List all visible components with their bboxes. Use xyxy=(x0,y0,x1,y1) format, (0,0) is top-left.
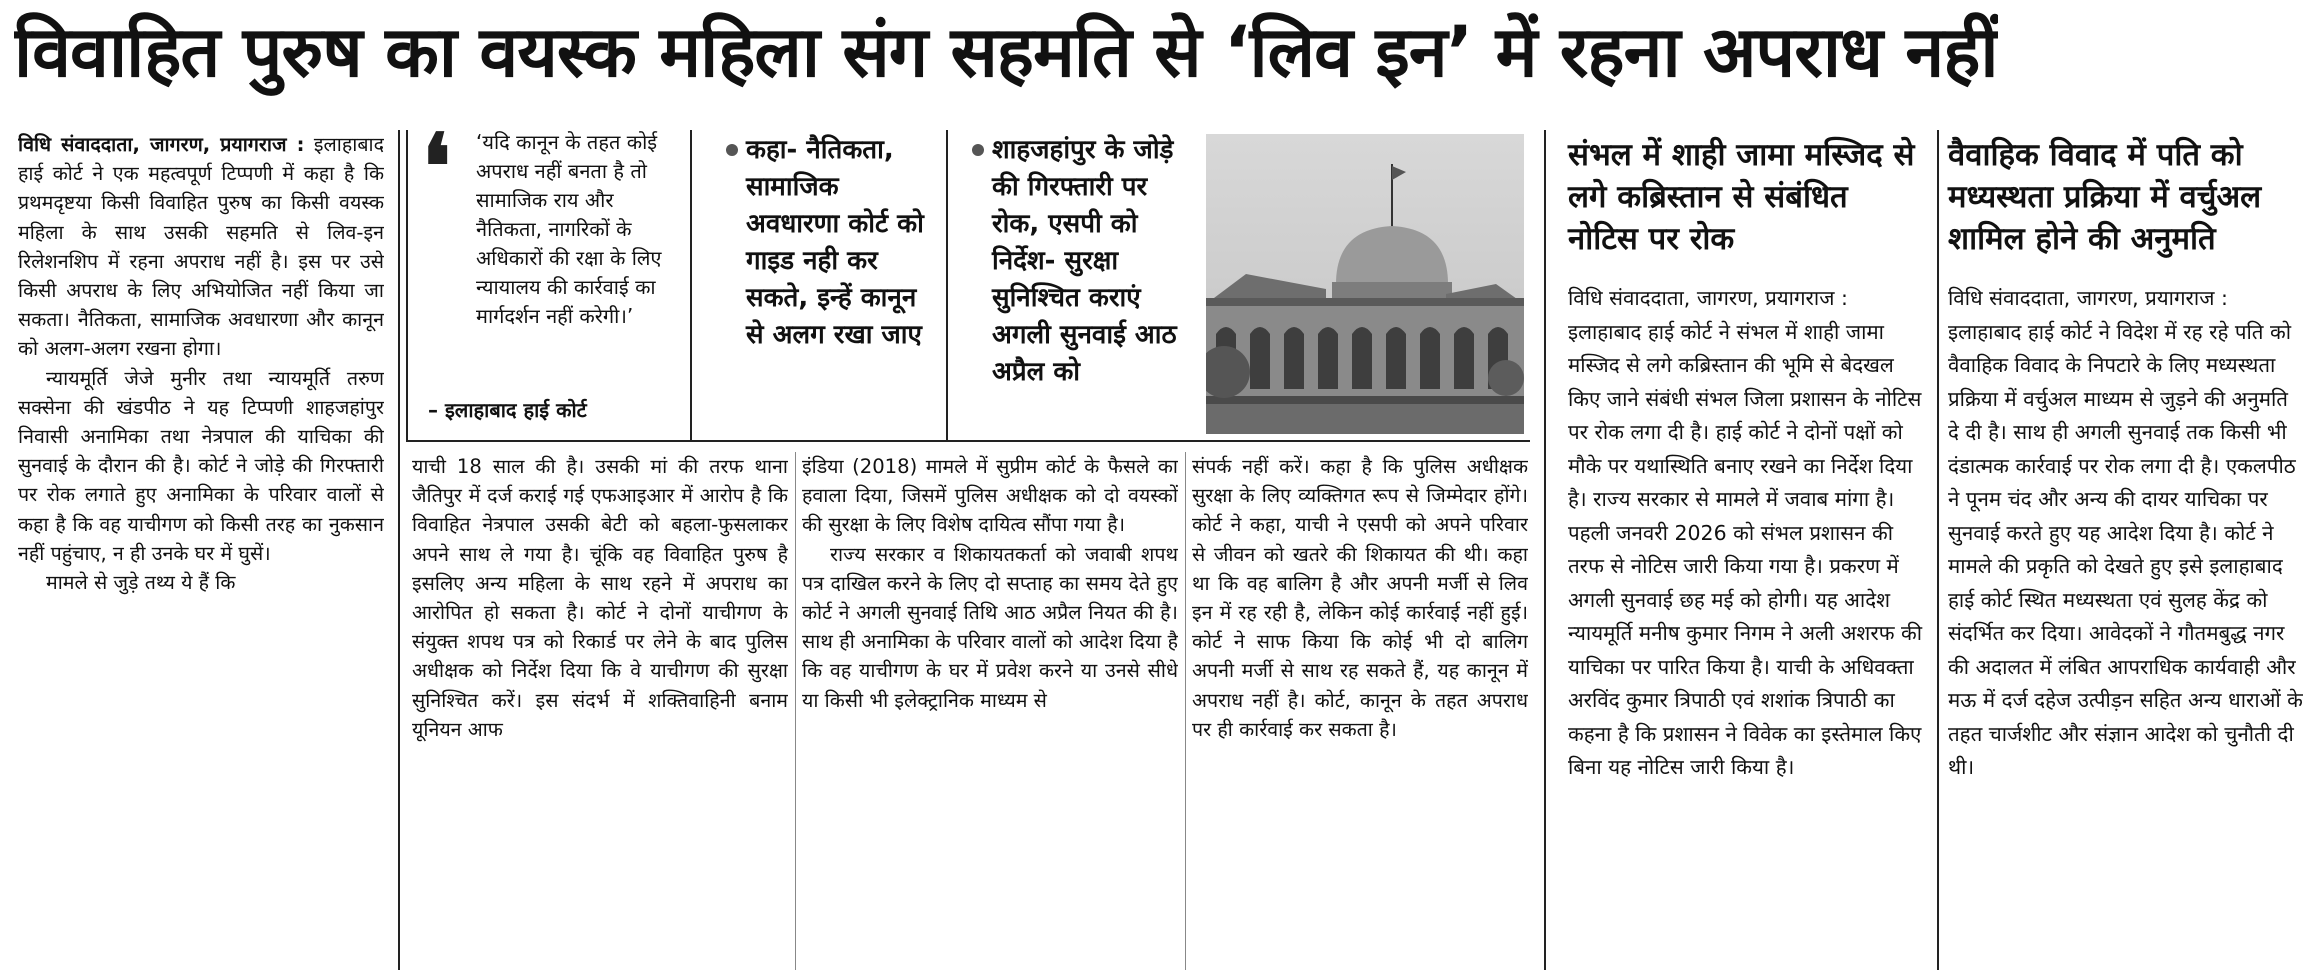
box-divider xyxy=(690,130,692,440)
section-divider xyxy=(1544,130,1546,970)
section-divider xyxy=(1937,130,1939,970)
story-text: विधि संवाददाता, जागरण, प्रयागराज : इलाहाबाद हाई कोर्ट ने विदेश में रह रहे पति को वैवाहिक विवाद के निपटारे के लिए मध्यस्थता प्रक्रिया में वर्चुअल माध्यम से जुड़ने की अनुमति दे दी है। साथ ही अगली सुनवाई तक किसी भी दंडात्मक कार्रवाई पर रोक लगा दी है। एकलपीठ ने पूनम चंद और अन्य की दायर याचिका पर सुनवाई करते हुए यह आदेश दिया है। कोर्ट ने मामले की प्रकृति को देखते हुए इसे इलाहाबाद हाई कोर्ट स्थित मध्यस्थता एवं सुलह केंद्र को संदर्भित कर दिया। आवेदकों ने गौतमबुद्ध नगर की अदालत में लंबित आपराधिक कार्यवाही और मऊ में दर्ज दहेज उत्पीड़न सहित अन्य धाराओं के तहत चार्जशीट और संज्ञान आदेश को चुनौती दी थी। xyxy=(1948,286,2303,779)
article-paragraph-2: न्यायमूर्ति जेजे मुनीर तथा न्यायमूर्ति तरुण सक्सेना की खंडपीठ ने यह टिप्पणी शाहजहांपुर निवासी अनामिका तथा नेत्रपाल की याचिका की सुनवाई के दौरान की है। कोर्ट ने जोड़े की गिरफ्तारी पर रोक लगाते हुए अनामिका के परिवार वालों से कहा है कि वह याचीगण को किसी तरह का नुकसान नहीं पहुंचाए, न ही उनके घर में घुसें। xyxy=(18,366,384,565)
story-body-matrimonial xyxy=(1948,282,2303,975)
article-paragraph: इंडिया (2018) मामले में सुप्रीम कोर्ट के फैसले का हवाला दिया, जिसमें पुलिस अधीक्षक को दो वयस्कों की सुरक्षा के लिए विशेष दायित्व सौंपा गया है। xyxy=(802,455,1178,537)
bullet-dot-icon xyxy=(726,144,738,156)
article-paragraph: संपर्क नहीं करें। कहा है कि पुलिस अधीक्षक सुरक्षा के लिए व्यक्तिगत रूप से जिम्मेदार होंगे। कोर्ट ने कहा, याची ने एसपी को अपने परिवार से जीवन को खतरे की शिकायत की थी। कहा था कि वह बालिग है और अपनी मर्जी से लिव इन में रह रही है, लेकिन कोई कार्रवाई नहीं हुई। कोर्ट ने साफ किया कि कोई भी दो बालिग अपनी मर्जी से साथ रह सकते हैं, यह कानून में अपराध नहीं है। कोर्ट, कानून के तहत अपराध पर ही कार्रवाई कर सकता है। xyxy=(1192,455,1528,741)
article-column-1 xyxy=(18,130,384,975)
box-border-left xyxy=(406,130,408,440)
main-headline: विवाहित पुरुष का वयस्क महिला संग सहमति से ‘लिव इन’ में रहना अपराध नहीं xyxy=(14,11,1998,93)
article-column-2 xyxy=(412,452,788,975)
article-paragraph-3: मामले से जुड़े तथ्य ये हैं कि xyxy=(46,571,236,595)
story-headline-matrimonial: वैवाहिक विवाद में पति को मध्यस्थता प्रक्रिया में वर्चुअल शामिल होने की अनुमति xyxy=(1948,137,2262,257)
quote-mark-icon: ❛ xyxy=(422,114,452,220)
pull-quote xyxy=(412,114,680,436)
quote-source: – इलाहाबाद हाई कोर्ट xyxy=(428,398,587,422)
highlight-bullet-2 xyxy=(992,132,1198,391)
paragraph-text: इलाहाबाद हाई कोर्ट ने एक महत्वपूर्ण टिप्पणी में कहा है कि प्रथमदृष्टया किसी विवाहित पुरुष का किसी वयस्क महिला के साथ उसकी सहमति से लिव-इन रिलेशनशिप में रहना अपराध नहीं है। इस पर उसे किसी अपराध के लिए अभियोजित नहीं किया जा सकता। नैतिकता, सामाजिक अवधारणा और कानून को अलग-अलग रखना होगा। xyxy=(18,133,384,361)
photo-illustration xyxy=(1206,134,1524,434)
article-paragraph: याची 18 साल की है। उसकी मां की तरफ थाना जैतिपुर में दर्ज कराई गई एफआइआर में आरोप है कि विवाहित नेत्रपाल उसकी बेटी को बहला-फुसलाकर अपने साथ ले गया है। चूंकि वह विवाहित पुरुष है इसलिए अन्य महिला के साथ रहने में अपराध का आरोपित हो सकता है। कोर्ट ने दोनों याचीगण के संयुक्त शपथ पत्र को रिकार्ड पर लेने के बाद पुलिस अधीक्षक को निर्देश दिया कि वे याचीगण की सुरक्षा सुनिश्चित करें। इस संदर्भ में शक्तिवाहिनी बनाम यूनियन आफ xyxy=(412,455,788,741)
story-text: विधि संवाददाता, जागरण, प्रयागराज : इलाहाबाद हाई कोर्ट ने संभल में शाही जामा मस्जिद से लगे कब्रिस्तान की भूमि से बेदखल किए जाने संबंधी संभल जिला प्रशासन के नोटिस पर रोक लगा दी है। हाई कोर्ट ने दोनों पक्षों को मौके पर यथास्थिति बनाए रखने का निर्देश दिया है। राज्य सरकार से मामले में जवाब मांगा है। पहली जनवरी 2026 को संभल प्रशासन की तरफ से नोटिस जारी किया गया है। प्रकरण में अगली सुनवाई छह मई को होगी। यह आदेश न्यायमूर्ति मनीष कुमार निगम ने अली अशरफ की याचिका पर पारित किया है। याची के अधिवक्ता अरविंद कुमार त्रिपाठी एवं शशांक त्रिपाठी का कहना है कि प्रशासन ने विवेक का इस्तेमाल किए बिना यह नोटिस जारी किया है। xyxy=(1568,286,1923,779)
story-headline-sambhal: संभल में शाही जामा मस्जिद से लगे कब्रिस्तान से संबंधित नोटिस पर रोक xyxy=(1568,137,1915,257)
highlight-bullet-1 xyxy=(746,132,934,354)
box-border-bottom xyxy=(406,440,1530,442)
column-divider xyxy=(1185,452,1186,970)
story-body-sambhal xyxy=(1568,282,1924,975)
box-divider xyxy=(946,130,948,440)
article-column-4 xyxy=(1192,452,1528,975)
column-divider xyxy=(398,130,400,970)
quote-text: ‘यदि कानून के तहत कोई अपराध नहीं बनता है तो सामाजिक राय और नैतिकता, नागरिकों के अधिकारों की रक्षा के लिए न्यायालय की कार्रवाई का मार्गदर्शन नहीं करेगी।’ xyxy=(476,130,662,328)
dateline: विधि संवाददाता, जागरण, प्रयागराज : xyxy=(18,133,305,156)
article-paragraph: राज्य सरकार व शिकायतकर्ता को जवाबी शपथ पत्र दाखिल करने के लिए दो सप्ताह का समय देते हुए कोर्ट ने अगली सुनवाई तिथि आठ अप्रैल नियत की है। साथ ही अनामिका के परिवार वालों को आदेश दिया है कि वह याचीगण के घर में प्रवेश करने या उनसे सीधे या किसी भी इलेक्ट्रानिक माध्यम से xyxy=(802,542,1178,712)
bullet-dot-icon xyxy=(972,144,984,156)
high-court-building-photo xyxy=(1206,134,1524,434)
bullet-text: शाहजहांपुर के जोड़े की गिरफ्तारी पर रोक, एसपी को निर्देश- सुरक्षा सुनिश्चित कराएं अगली सुनवाई आठ अप्रैल को xyxy=(992,135,1177,387)
article-column-3 xyxy=(802,452,1178,975)
article-paragraph-1 xyxy=(18,130,384,364)
column-divider xyxy=(795,452,796,970)
bullet-text: कहा- नैतिकता, सामाजिक अवधारणा कोर्ट को गाइड नही कर सकते, इन्हें कानून से अलग रखा जाए xyxy=(746,135,924,350)
